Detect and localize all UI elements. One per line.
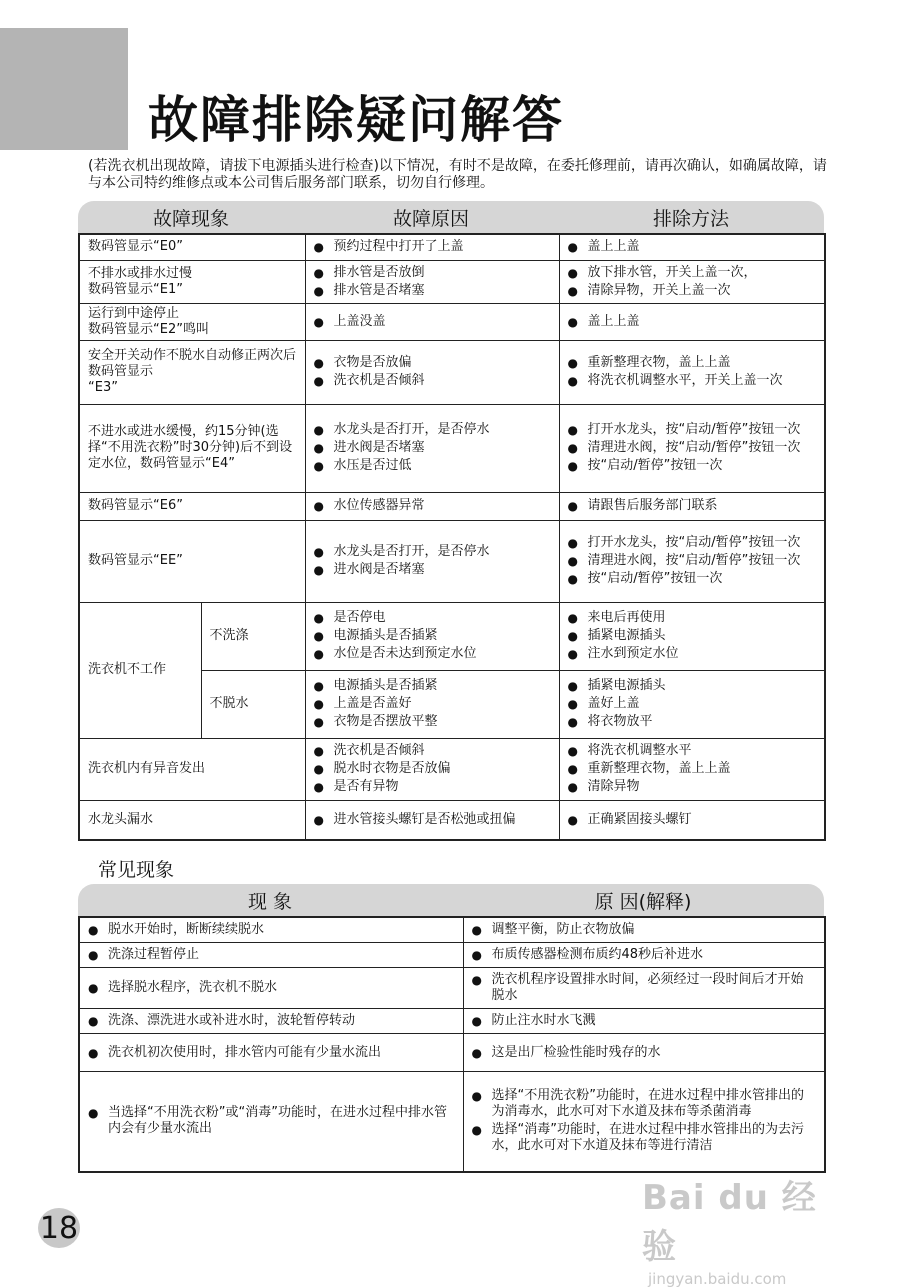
solution-item: ● 将洗衣机调整水平，开关上盖一次 [568,373,817,389]
common-phenomenon [79,968,463,1009]
common-row [79,943,825,968]
cause-item: ● 上盖是否盖好 [314,696,551,712]
fault-solutions [559,602,825,670]
solution-item: ● 插紧电源插头 [568,628,817,644]
fault-symptom: 运行到中途停止 数码管显示“E2”鸣叫 [79,303,305,340]
fault-solutions [559,738,825,800]
solution-item: ● 清理进水阀，按“启动/暂停”按钮一次 [568,440,817,456]
solution-item: ● 来电后再使用 [568,610,817,626]
common-table [78,916,826,1173]
fault-causes [305,492,559,520]
fault-table-header [78,201,824,233]
solution-item: ● 打开水龙头，按“启动/暂停”按钮一次 [568,422,817,438]
cause-item: ● 进水管接头螺钉是否松弛或扭偏 [314,812,551,828]
fault-causes [305,234,559,260]
common-phenomenon [79,917,463,943]
reason-item: ● 这是出厂检验性能时残存的水 [472,1045,817,1061]
fault-causes [305,260,559,303]
fault-solutions [559,303,825,340]
fault-symptom: 数码管显示“E6” [79,492,305,520]
common-row [79,1072,825,1172]
fault-solutions [559,404,825,492]
watermark-site: jingyan.baidu.com [648,1270,787,1288]
common-reasons [463,1009,825,1034]
fault-symptom: 安全开关动作不脱水自动修正两次后数码管显示 “E3” [79,340,305,404]
solution-item: ● 注水到预定水位 [568,646,817,662]
fault-symptom: 洗衣机内有异音发出 [79,738,305,800]
fault-row [79,800,825,840]
fault-row [79,340,825,404]
intro-text: (若洗衣机出现故障，请拔下电源插头进行检查)以下情况，有时不是故障，在委托修理前，请再次确认，如确属故障，请与本公司特约维修点或本公司售后服务部门联系，切勿自行修理。 [88,158,827,191]
fault-causes [305,404,559,492]
common-reasons [463,917,825,943]
reason-item: ● 选择“不用洗衣粉”功能时，在进水过程中排水管排出的为消毒水，此水可对下水道及抹布等杀菌消毒 [472,1088,817,1120]
common-heading: 常见现象 [98,859,175,881]
header-solution: 排除方法 [652,207,729,230]
header-cause: 故障原因 [392,207,469,230]
cause-item: ● 洗衣机是否倾斜 [314,373,551,389]
solution-item: ● 清理进水阀，按“启动/暂停”按钮一次 [568,553,817,569]
cause-item: ● 水位是否未达到预定水位 [314,646,551,662]
fault-causes [305,670,559,738]
reason-item: ● 布质传感器检测布质约48秒后补进水 [472,947,817,963]
cause-item: ● 是否有异物 [314,779,551,795]
reason-item: ● 防止注水时水飞溅 [472,1013,817,1029]
common-row [79,1009,825,1034]
fault-solutions [559,492,825,520]
cause-item: ● 水龙头是否打开，是否停水 [314,422,551,438]
fault-symptom: 数码管显示“EE” [79,520,305,602]
fault-causes [305,303,559,340]
cause-item: ● 是否停电 [314,610,551,626]
common-reasons [463,1034,825,1072]
fault-symptom: 不排水或排水过慢 数码管显示“E1” [79,260,305,303]
common-row [79,1034,825,1072]
common-reasons [463,968,825,1009]
fault-subsymptom: 不脱水 [201,670,305,738]
common-phenomenon [79,1034,463,1072]
phenomenon-item: ● 选择脱水程序，洗衣机不脱水 [88,980,455,996]
solution-item: ● 将洗衣机调整水平 [568,743,817,759]
phenomenon-item: ● 洗衣机初次使用时，排水管内可能有少量水流出 [88,1045,455,1061]
fault-row [79,303,825,340]
solution-item: ● 盖上上盖 [568,239,817,255]
solution-item: ● 清除异物 [568,779,817,795]
page-title: 故障排除疑问解答 [148,91,564,149]
cause-item: ● 脱水时衣物是否放偏 [314,761,551,777]
fault-symptom: 水龙头漏水 [79,800,305,840]
fault-solutions [559,340,825,404]
common-row [79,917,825,943]
fault-row [79,404,825,492]
cause-item: ● 预约过程中打开了上盖 [314,239,551,255]
phenomenon-item: ● 脱水开始时，断断续续脱水 [88,922,455,938]
common-reasons [463,1072,825,1172]
fault-symptom: 洗衣机不工作 [79,602,201,738]
fault-table [78,233,826,841]
fault-causes [305,340,559,404]
solution-item: ● 按“启动/暂停”按钮一次 [568,571,817,587]
cause-item: ● 洗衣机是否倾斜 [314,743,551,759]
fault-row [79,738,825,800]
cause-item: ● 电源插头是否插紧 [314,678,551,694]
solution-item: ● 打开水龙头，按“启动/暂停”按钮一次 [568,535,817,551]
solution-item: ● 插紧电源插头 [568,678,817,694]
fault-symptom: 数码管显示“E0” [79,234,305,260]
header-symptom: 故障现象 [152,207,229,230]
reason-item: ● 选择“消毒”功能时，在进水过程中排水管排出的为去污水，此水可对下水道及抹布等进行清洁 [472,1122,817,1154]
solution-item: ● 盖好上盖 [568,696,817,712]
corner-block [0,28,128,150]
common-phenomenon [79,1009,463,1034]
fault-row [79,260,825,303]
fault-solutions [559,234,825,260]
watermark [642,1170,842,1288]
fault-causes [305,602,559,670]
common-table-header [78,884,824,916]
fault-row [79,492,825,520]
solution-item: ● 请跟售后服务部门联系 [568,498,817,514]
common-row [79,968,825,1009]
fault-solutions [559,670,825,738]
fault-causes [305,738,559,800]
fault-solutions [559,260,825,303]
cause-item: ● 排水管是否堵塞 [314,283,551,299]
solution-item: ● 将衣物放平 [568,714,817,730]
fault-row [79,602,825,670]
cause-item: ● 进水阀是否堵塞 [314,562,551,578]
header-reason: 原 因(解释) [594,890,692,913]
cause-item: ● 上盖没盖 [314,314,551,330]
common-phenomenon [79,1072,463,1172]
solution-item: ● 正确紧固接头螺钉 [568,812,817,828]
solution-item: ● 重新整理衣物，盖上上盖 [568,761,817,777]
fault-causes [305,520,559,602]
phenomenon-item: ● 洗涤过程暂停止 [88,947,455,963]
phenomenon-item: ● 洗涤、漂洗进水或补进水时，波轮暂停转动 [88,1013,455,1029]
fault-symptom: 不进水或进水缓慢，约15分钟(选择“不用洗衣粉”时30分钟)后不到设定水位，数码管显示“E4” [79,404,305,492]
cause-item: ● 水位传感器异常 [314,498,551,514]
fault-solutions [559,520,825,602]
solution-item: ● 放下排水管，开关上盖一次， [568,265,817,281]
cause-item: ● 衣物是否摆放平整 [314,714,551,730]
page-number: 18 [38,1208,80,1248]
cause-item: ● 衣物是否放偏 [314,355,551,371]
solution-item: ● 按“启动/暂停”按钮一次 [568,458,817,474]
fault-row [79,520,825,602]
common-phenomenon [79,943,463,968]
cause-item: ● 进水阀是否堵塞 [314,440,551,456]
reason-item: ● 洗衣机程序设置排水时间，必须经过一段时间后才开始脱水 [472,972,817,1004]
fault-solutions [559,800,825,840]
solution-item: ● 盖上上盖 [568,314,817,330]
header-phenomenon: 现 象 [247,890,293,913]
reason-item: ● 调整平衡，防止衣物放偏 [472,922,817,938]
cause-item: ● 水压是否过低 [314,458,551,474]
solution-item: ● 清除异物，开关上盖一次 [568,283,817,299]
fault-causes [305,800,559,840]
fault-row [79,234,825,260]
cause-item: ● 水龙头是否打开，是否停水 [314,544,551,560]
watermark-logo: Bai du 经验 [642,1178,817,1267]
cause-item: ● 排水管是否放倒 [314,265,551,281]
cause-item: ● 电源插头是否插紧 [314,628,551,644]
phenomenon-item: ● 当选择“不用洗衣粉”或“消毒”功能时，在进水过程中排水管内会有少量水流出 [88,1105,455,1137]
common-reasons [463,943,825,968]
solution-item: ● 重新整理衣物，盖上上盖 [568,355,817,371]
fault-subsymptom: 不洗涤 [201,602,305,670]
